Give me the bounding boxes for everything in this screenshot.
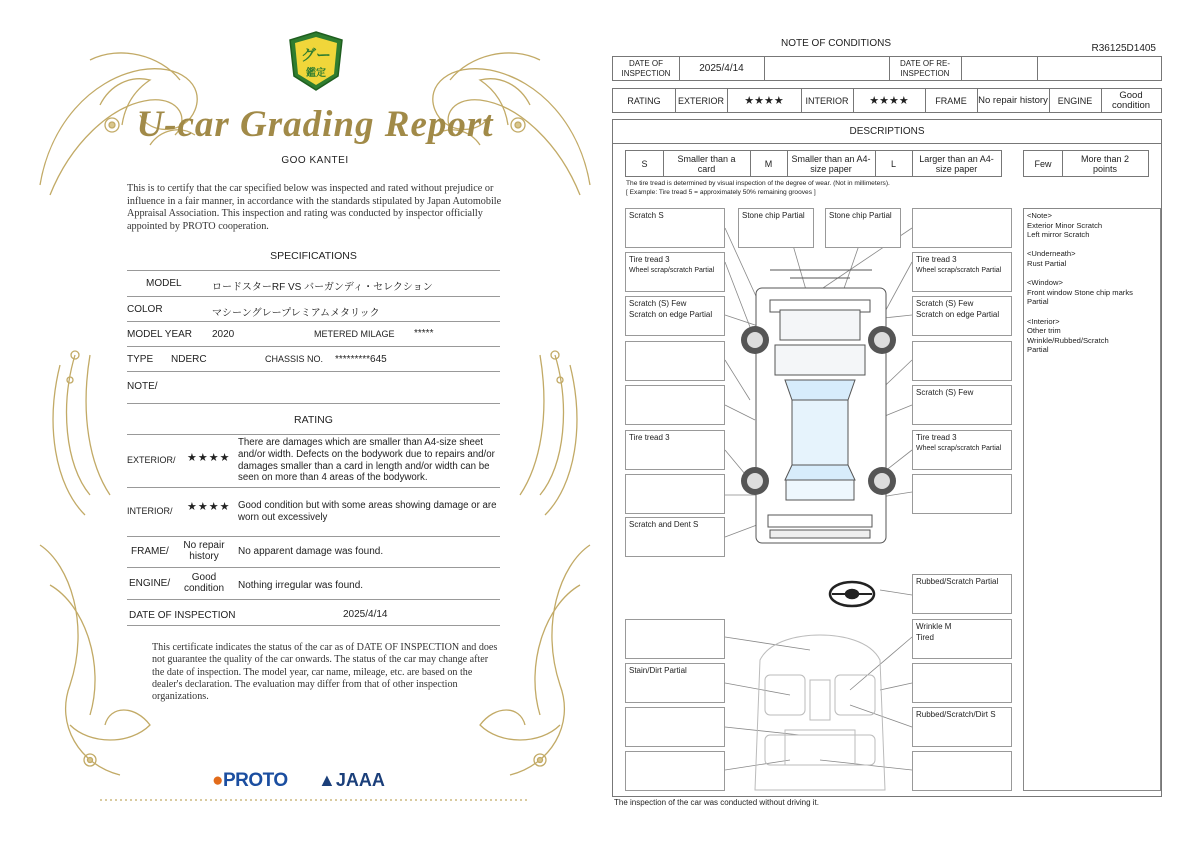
engine-description: Nothing irregular was found.	[238, 580, 364, 591]
report-subtitle: GOO KANTEI	[281, 155, 349, 166]
note-line: Partial	[1027, 345, 1049, 355]
exterior-note-box	[625, 341, 725, 381]
exterior-note-box	[825, 208, 901, 248]
note-label: NOTE/	[127, 381, 158, 392]
legend-text-l: Larger than an A4-size paper	[919, 153, 994, 174]
legend-text-s: Smaller than a card	[677, 153, 736, 174]
note-group	[1027, 317, 1157, 355]
divider	[127, 625, 500, 626]
svg-text:グー: グー	[300, 46, 332, 64]
exterior-note-box	[912, 474, 1012, 514]
exterior-note-box	[912, 385, 1012, 425]
note-box-subline: Scratch on edge Partial	[629, 310, 713, 319]
frame-value: No repair history	[183, 540, 225, 562]
exterior-stars: ★★★★	[187, 452, 231, 464]
grading-certificate	[30, 25, 600, 825]
interior-label: INTERIOR	[805, 95, 849, 106]
color-label: COLOR	[127, 304, 163, 315]
note-box-line: Scratch (S) Few	[916, 299, 974, 308]
exterior-note-box	[912, 252, 1012, 292]
note-line: Other trim	[1027, 326, 1061, 336]
model-value: ロードスターRF VS バーガンディ・セレクション	[212, 282, 433, 293]
engine-value: Good condition	[183, 572, 225, 594]
exterior-note-box	[625, 385, 725, 425]
legend-code-few: Few	[1034, 158, 1052, 169]
interior-note-box	[912, 707, 1012, 747]
interior-note-box	[912, 574, 1012, 614]
rating-label: RATING	[627, 95, 661, 106]
date-of-inspection-value: 2025/4/14	[699, 62, 744, 74]
exterior-note-box	[738, 208, 814, 248]
engine-label: ENGINE/	[129, 578, 171, 589]
legend-text-m: Smaller than an A4-size paper	[791, 153, 871, 174]
proto-logo-text: PROTO	[222, 770, 288, 791]
interior-note-box	[912, 751, 1012, 791]
exterior-label: EXTERIOR/	[127, 455, 176, 465]
exterior-note-box	[912, 430, 1012, 470]
chassis-label: CHASSIS NO.	[265, 354, 324, 364]
reference-number: R36125D1405	[1091, 43, 1156, 54]
exterior-note-box	[625, 517, 725, 557]
conditions-title: NOTE OF CONDITIONS	[781, 38, 891, 49]
note-box-line: Rubbed/Scratch/Dirt S	[916, 710, 996, 719]
frame-label: FRAME/	[131, 546, 169, 557]
exterior-note-box	[912, 296, 1012, 336]
note-box-line: Wrinkle M	[916, 622, 952, 631]
note-line: Front window Stone chip marks	[1027, 287, 1133, 297]
chassis-value: *********645	[335, 354, 387, 365]
note-box-line: Scratch (S) Few	[629, 299, 687, 308]
divider	[127, 403, 500, 404]
note-box-subline: Wheel scrap/scratch Partial	[629, 267, 715, 274]
exterior-stars: ★★★★	[744, 94, 784, 107]
note-group	[1027, 249, 1157, 268]
divider	[127, 296, 500, 297]
exterior-note-box	[625, 252, 725, 292]
interior-note-box	[625, 619, 725, 659]
exterior-note-box	[912, 208, 1012, 248]
type-value: NDERC	[171, 354, 207, 365]
frame-value: No repair history	[978, 94, 1048, 106]
model-year-value: 2020	[212, 329, 235, 340]
color-value: マシーングレープレミアムメタリック	[212, 308, 380, 319]
divider	[127, 371, 500, 372]
rating-heading: RATING	[294, 414, 333, 426]
report-title: U-car Grading Report	[136, 104, 494, 145]
interior-note-box	[625, 663, 725, 703]
legend-text-few: More than 2 points	[1080, 153, 1130, 174]
exterior-note-box	[625, 208, 725, 248]
date-value: 2025/4/14	[343, 609, 388, 620]
interior-stars: ★★★★	[869, 94, 909, 107]
note-line: Exterior Minor Scratch	[1027, 220, 1103, 230]
note-heading: <Window>	[1027, 278, 1063, 288]
note-box-line: Scratch S	[629, 211, 664, 220]
interior-description: Good condition but with some areas showing damage or are worn out excessively	[238, 500, 497, 523]
note-box-line: Rubbed/Scratch Partial	[916, 577, 999, 586]
note-heading: <Note>	[1027, 211, 1052, 220]
note-of-conditions	[610, 0, 1170, 848]
interior-note-box	[625, 751, 725, 791]
tire-note: The tire tread is determined by visual inspection of the degree of wear. (Not in millimeters).	[626, 180, 890, 187]
jaaa-logo-text: JAAA	[335, 770, 385, 790]
frame-label: FRAME	[935, 95, 967, 106]
exterior-label: EXTERIOR	[677, 95, 724, 106]
note-line: Wrinkle/Rubbed/Scratch	[1027, 335, 1109, 345]
divider	[127, 346, 500, 347]
svg-text:鑑定: 鑑定	[306, 68, 326, 79]
specifications-heading: SPECIFICATIONS	[270, 250, 357, 262]
tire-example: [ Example: Tire tread 5 = approximately 50% remaining grooves ]	[626, 189, 816, 196]
note-box-line: Scratch (S) Few	[916, 388, 974, 397]
note-box-subline: Scratch on edge Partial	[916, 310, 1000, 319]
notes-panel	[1023, 208, 1161, 791]
exterior-note-box	[625, 296, 725, 336]
note-box-line: Tire tread 3	[916, 433, 957, 442]
note-line: Rust Partial	[1027, 258, 1067, 268]
exterior-note-box	[625, 430, 725, 470]
proto-logo: ●PROTO	[212, 770, 288, 791]
interior-note-box	[625, 707, 725, 747]
goo-kantei-badge	[288, 30, 344, 92]
note-box-line: Stone chip Partial	[742, 211, 805, 220]
note-group	[1027, 278, 1157, 307]
exterior-note-box	[625, 474, 725, 514]
note-box-subline: Wheel scrap/scratch Partial	[916, 445, 1002, 452]
legend-code-m: M	[764, 158, 773, 169]
drive-note: The inspection of the car was conducted without driving it.	[614, 798, 819, 807]
note-box-line: Stone chip Partial	[829, 211, 892, 220]
descriptions-heading: DESCRIPTIONS	[613, 120, 1161, 144]
interior-label: INTERIOR/	[127, 506, 173, 516]
model-year-label: MODEL YEAR	[127, 329, 193, 340]
note-box-subline: Tired	[916, 633, 934, 642]
exterior-note-box	[912, 341, 1012, 381]
note-box-subline: Wheel scrap/scratch Partial	[916, 267, 1002, 274]
divider	[127, 599, 500, 600]
note-line: Partial	[1027, 297, 1049, 307]
divider	[127, 321, 500, 322]
exterior-description: There are damages which are smaller than A4-size sheet and/or width. Defects on the bodywork due to repairs and/or damages smaller than a card in length and/or width can be seen on more than 4 areas of the bodywork.	[238, 437, 495, 484]
divider	[127, 536, 500, 537]
note-box-line: Tire tread 3	[629, 255, 670, 264]
engine-label: ENGINE	[1057, 95, 1093, 106]
date-of-reinspection-label: DATE OF RE-INSPECTION	[899, 58, 951, 78]
divider	[127, 567, 500, 568]
divider	[127, 487, 500, 488]
legend-code-l: L	[890, 158, 896, 169]
note-group	[1027, 211, 1157, 240]
note-line: Left mirror Scratch	[1027, 230, 1090, 240]
divider	[127, 270, 500, 271]
divider	[127, 434, 500, 435]
interior-stars: ★★★★	[187, 501, 231, 513]
engine-value: Good condition	[1111, 89, 1151, 111]
jaaa-logo: ▲JAAA	[318, 770, 385, 790]
note-heading: <Interior>	[1027, 316, 1060, 326]
mileage-label: METERED MILAGE	[314, 329, 395, 339]
legend-code-s: S	[641, 158, 648, 169]
date-of-inspection-label: DATE OF INSPECTION	[621, 58, 671, 78]
note-heading: <Underneath>	[1027, 249, 1076, 259]
certificate-intro: This is to certify that the car specified below was inspected and rated without prejudice or influence in a fair manner, in accordance with the standards stipulated by Japan Automobile Appraisal Association. This inspection and rating was conducted by inspector officially appointed by PROTO cooperation.	[127, 183, 502, 232]
interior-note-box	[912, 663, 1012, 703]
note-box-line: Tire tread 3	[916, 255, 957, 264]
date-label: DATE OF INSPECTION	[129, 610, 236, 621]
mileage-value: *****	[414, 328, 434, 339]
frame-description: No apparent damage was found.	[238, 546, 384, 557]
model-label: MODEL	[146, 278, 182, 289]
note-box-line: Stain/Dirt Partial	[629, 666, 687, 675]
type-label: TYPE	[127, 354, 154, 365]
interior-note-box	[912, 619, 1012, 659]
note-box-line: Scratch and Dent S	[629, 520, 699, 529]
note-box-line: Tire tread 3	[629, 433, 670, 442]
certificate-disclaimer: This certificate indicates the status of the car as of DATE OF INSPECTION and does not guarantee the quality of the car onwards. The status of the car may change after the date of inspection. The model year, car name, mileage, etc. are based on the dealer's declaration. The evaluation may differ from that of other inspection organizations.	[152, 642, 498, 703]
